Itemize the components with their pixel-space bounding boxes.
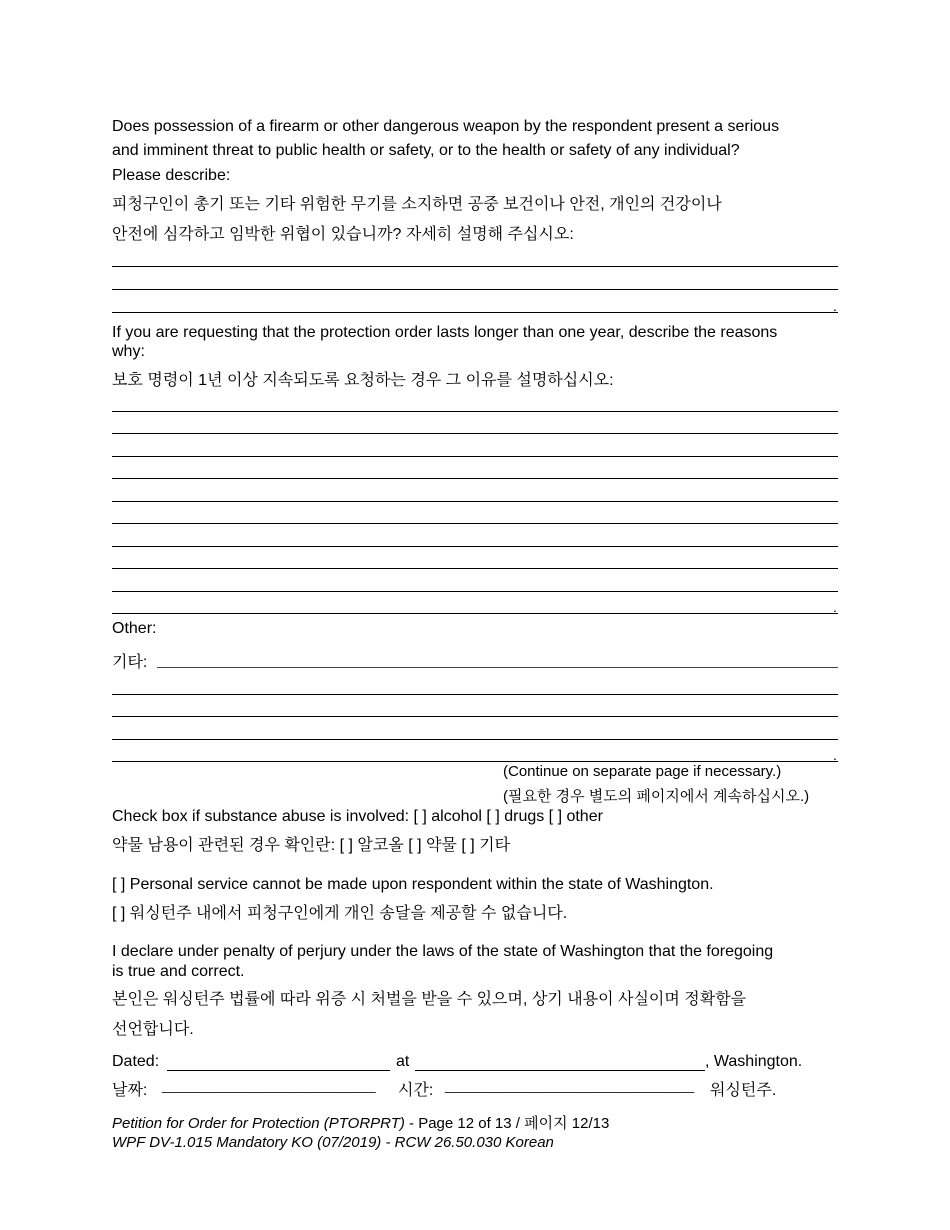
location-field-line[interactable] (415, 1070, 705, 1071)
service-checkbox-en[interactable]: [ ] Personal service cannot be made upon respondent within the state of Washington. (112, 876, 714, 893)
firearm-question-en-2: and imminent threat to public health or safety, or to the health or safety of any individual? (112, 142, 740, 159)
date-field-ko[interactable]: ________________________ (162, 1077, 376, 1094)
substance-checkbox-ko[interactable]: 약물 남용이 관련된 경우 확인란: [ ] 알코올 [ ] 약물 [ ] 기타 (112, 837, 511, 854)
washington-label-ko: 워싱턴주. (710, 1082, 777, 1099)
substance-checkbox-en[interactable]: Check box if substance abuse is involved: [ ] alcohol [ ] drugs [ ] other (112, 808, 603, 825)
duration-answer-line-4[interactable] (112, 478, 838, 479)
other-label-en: Other: (112, 620, 157, 637)
duration-answer-line-5[interactable] (112, 501, 838, 502)
dated-label: Dated: (112, 1053, 160, 1070)
footer-title (112, 1112, 609, 1133)
other-answer-line-1[interactable] (157, 667, 838, 668)
line-end-period: . (833, 747, 837, 763)
footer-page-number: - Page 12 of 13 / 페이지 12/13 (404, 1115, 610, 1132)
duration-answer-line-1[interactable] (112, 411, 838, 412)
duration-answer-line-9[interactable] (112, 591, 838, 592)
firearm-question-ko-2: 안전에 심각하고 임박한 위협이 있습니까? 자세히 설명해 주십시오: (112, 226, 574, 243)
service-checkbox-ko[interactable]: [ ] 워싱턴주 내에서 피청구인에게 개인 송달을 제공할 수 없습니다. (112, 905, 568, 922)
duration-question-en-1: If you are requesting that the protection order lasts longer than one year, describe the reasons (112, 324, 778, 341)
declaration-en-2: is true and correct. (112, 963, 245, 980)
declaration-ko-1: 본인은 워싱턴주 법률에 따라 위증 시 처벌을 받을 수 있으며, 상기 내용이 사실이며 정확함을 (112, 991, 747, 1008)
duration-question-en-2: why: (112, 343, 145, 360)
line-end-period: . (833, 599, 837, 615)
duration-answer-line-10[interactable] (112, 613, 838, 614)
footer-form-title: Petition for Order for Protection (PTORPRT) (112, 1115, 405, 1132)
other-answer-line-2[interactable] (112, 694, 838, 695)
line-end-period: . (833, 298, 837, 314)
time-label-ko: 시간: (398, 1082, 434, 1099)
at-label: at (396, 1053, 410, 1070)
date-field-line[interactable] (167, 1070, 390, 1071)
continue-note-en: (Continue on separate page if necessary.) (503, 763, 782, 780)
declaration-en-1: I declare under penalty of perjury under the laws of the state of Washington that the foregoing (112, 943, 774, 960)
duration-answer-line-3[interactable] (112, 456, 838, 457)
firearm-question-ko-1: 피청구인이 총기 또는 기타 위험한 무기를 소지하면 공중 보건이나 안전, 개인의 건강이나 (112, 196, 722, 213)
duration-answer-line-8[interactable] (112, 568, 838, 569)
dated-label-ko: 날짜: (112, 1082, 148, 1099)
other-answer-line-3[interactable] (112, 716, 838, 717)
firearm-answer-line-1[interactable] (112, 266, 838, 267)
footer-form-id: WPF DV-1.015 Mandatory KO (07/2019) - RCW 26.50.030 Korean (112, 1134, 554, 1151)
duration-question-ko-1: 보호 명령이 1년 이상 지속되도록 요청하는 경우 그 이유를 설명하십시오: (112, 372, 614, 389)
other-answer-line-5[interactable] (112, 761, 838, 762)
firearm-question-en-1: Does possession of a firearm or other dangerous weapon by the respondent present a serious (112, 118, 780, 135)
firearm-answer-line-3[interactable] (112, 312, 838, 313)
other-label-ko: 기타: (112, 654, 148, 671)
firearm-question-en-3: Please describe: (112, 167, 231, 184)
firearm-answer-line-2[interactable] (112, 289, 838, 290)
duration-answer-line-7[interactable] (112, 546, 838, 547)
washington-label: , Washington. (705, 1053, 803, 1070)
duration-answer-line-2[interactable] (112, 433, 838, 434)
declaration-ko-2: 선언합니다. (112, 1021, 194, 1038)
duration-answer-line-6[interactable] (112, 523, 838, 524)
continue-note-ko: (필요한 경우 별도의 페이지에서 계속하십시오.) (503, 788, 810, 805)
other-answer-line-4[interactable] (112, 739, 838, 740)
location-field-ko[interactable]: ____________________________ (445, 1077, 695, 1094)
